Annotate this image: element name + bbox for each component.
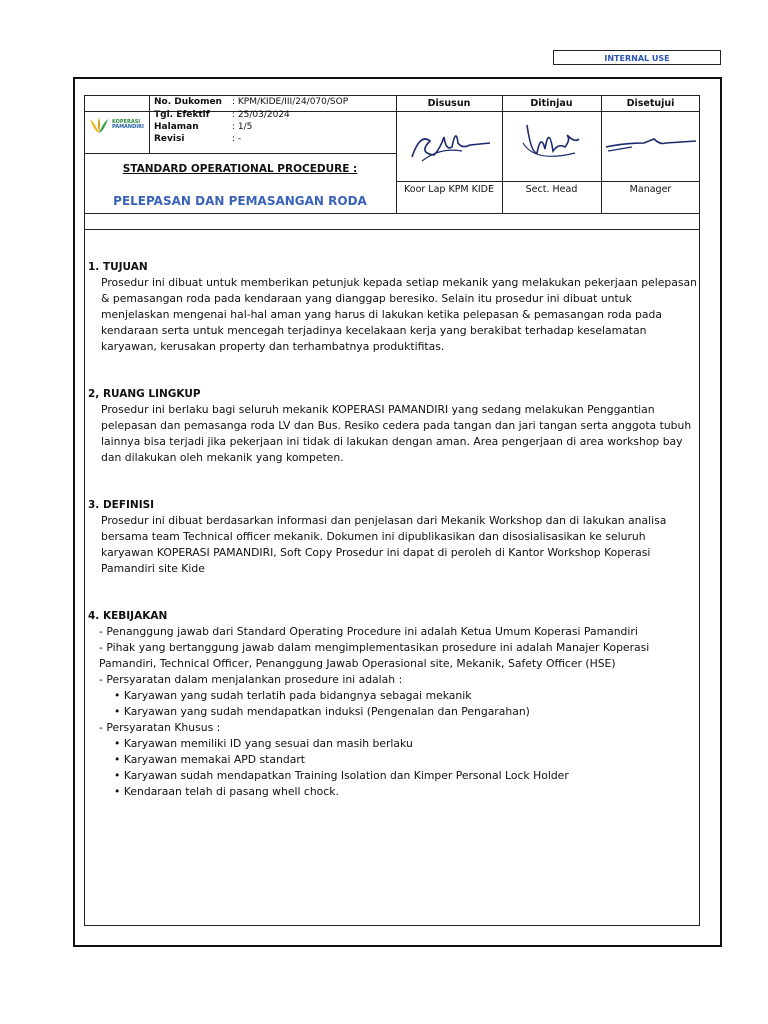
halaman-value: : 1/5 [232,122,253,132]
section-tujuan [88,259,698,355]
ruang-lingkup-heading: 2, RUANG LINGKUP [88,388,201,400]
signature-disusun [400,113,498,179]
header-divider-end [84,229,700,230]
tujuan-heading: 1. TUJUAN [88,261,148,273]
list-item: • Karyawan yang sudah terlatih pada bidangnya sebagai mekanik [88,688,698,704]
list-item: • Karyawan yang sudah mendapatkan induksi (Pengenalan dan Pengarahan) [88,704,698,720]
document-body [88,255,698,800]
tgl-efektif-value: : 25/03/2024 [232,110,290,120]
list-item: • Kendaraan telah di pasang whell chock. [88,784,698,800]
no-dokumen-label: No. Dukomen [154,97,222,107]
document-title: PELEPASAN DAN PEMASANGAN RODA [113,194,367,208]
definisi-text: Prosedur ini dibuat berdasarkan informasi dan penjelasan dari Mekanik Workshop dan di lakukan analisa bersama team Technical officer mekanik. Dokumen ini dipublikasikan dan disosialisasikan ke seluruh karyawan KOPERASI PAMANDIRI, Soft Copy Prosedur ini dapat di peroleh di Kantor Workshop Koperasi Pamandiri site Kide [101,514,667,575]
disusun-role: Koor Lap KPM KIDE [404,184,494,195]
logo-text-koperasi: KOPERASI [112,119,141,125]
list-item: • Karyawan memiliki ID yang sesuai dan masih berlaku [88,736,698,752]
list-item: • Karyawan memakai APD standart [88,752,698,768]
disetujui-header: Disetujui [626,98,675,109]
header-divider-bottom [84,213,700,214]
logo-leaf-icon [88,115,110,135]
definisi-heading: 3. DEFINISI [88,499,155,511]
sop-title: STANDARD OPERATIONAL PROCEDURE : [122,163,358,175]
section-definisi [88,497,698,577]
disetujui-role: Manager [629,184,672,195]
revisi-label: Revisi [154,134,185,144]
ditinjau-header: Ditinjau [530,98,573,109]
kebijakan-item-2: - Pihak yang bertanggung jawab dalam mengimplementasikan prosedure ini adalah Manajer Koperasi Pamandiri, Technical Officer, Penanggung Jawab Operasional site, Mekanik, Safety Officer (HSE) [99,641,650,670]
koperasi-logo [88,112,148,138]
section-kebijakan [88,608,698,800]
ditinjau-role: Sect. Head [525,184,578,195]
header-divider-sign [396,181,700,182]
no-dokumen-value: : KPM/KIDE/III/24/070/SOP [232,97,349,107]
header-divider-meta [84,153,396,154]
logo-divider [149,95,150,153]
list-item: • Karyawan sudah mendapatkan Training Isolation dan Kimper Personal Lock Holder [88,768,698,784]
kebijakan-item-1: - Penanggung jawab dari Standard Operating Procedure ini adalah Ketua Umum Koperasi Pamandiri [99,625,638,638]
kebijakan-heading: 4. KEBIJAKAN [88,610,168,622]
tgl-efektif-label: Tgl. Efektif [154,110,210,120]
ruang-lingkup-text: Prosedur ini berlaku bagi seluruh mekanik KOPERASI PAMANDIRI yang sedang melakukan Penggantian pelepasan dan pemasanga roda LV dan Bus. Resiko cedera pada tangan dan jari tangan serta anggota tubuh lainnya bisa terjadi jika pekerjaan ini tidak di lakukan dengan aman. Area pengerjaan di area workshop bay dan dilakukan oleh mekanik yang kompeten. [101,403,692,464]
logo-text-pamandiri: PAMANDIRI [112,124,144,130]
kebijakan-item-4: - Persyaratan Khusus : [99,721,221,734]
revisi-value: : - [232,134,242,144]
signature-ditinjau [505,113,599,179]
kebijakan-item-3: - Persyaratan dalam menjalankan prosedure ini adalah : [99,673,403,686]
internal-use-label: INTERNAL USE [553,50,721,65]
signature-disetujui [604,113,699,179]
section-ruang-lingkup [88,386,698,466]
tujuan-text: Prosedur ini dibuat untuk memberikan petunjuk kepada setiap mekanik yang melakukan pekerjaan pelepasan & pemasangan roda pada kendaraan yang dianggap beresiko. Selain itu prosedur ini dibuat untuk menjelaskan mengenai hal-hal aman yang harus di lakukan ketika pelepasan & pemasangan roda pada kendaraan serta untuk mencegah terjadinya kecelakaan kerja yang berakibat terhadap keselamatan karyawan, kerusakan property dan terhambatnya produktifitas. [101,276,697,353]
disusun-header: Disusun [427,98,471,109]
halaman-label: Halaman [154,122,199,132]
